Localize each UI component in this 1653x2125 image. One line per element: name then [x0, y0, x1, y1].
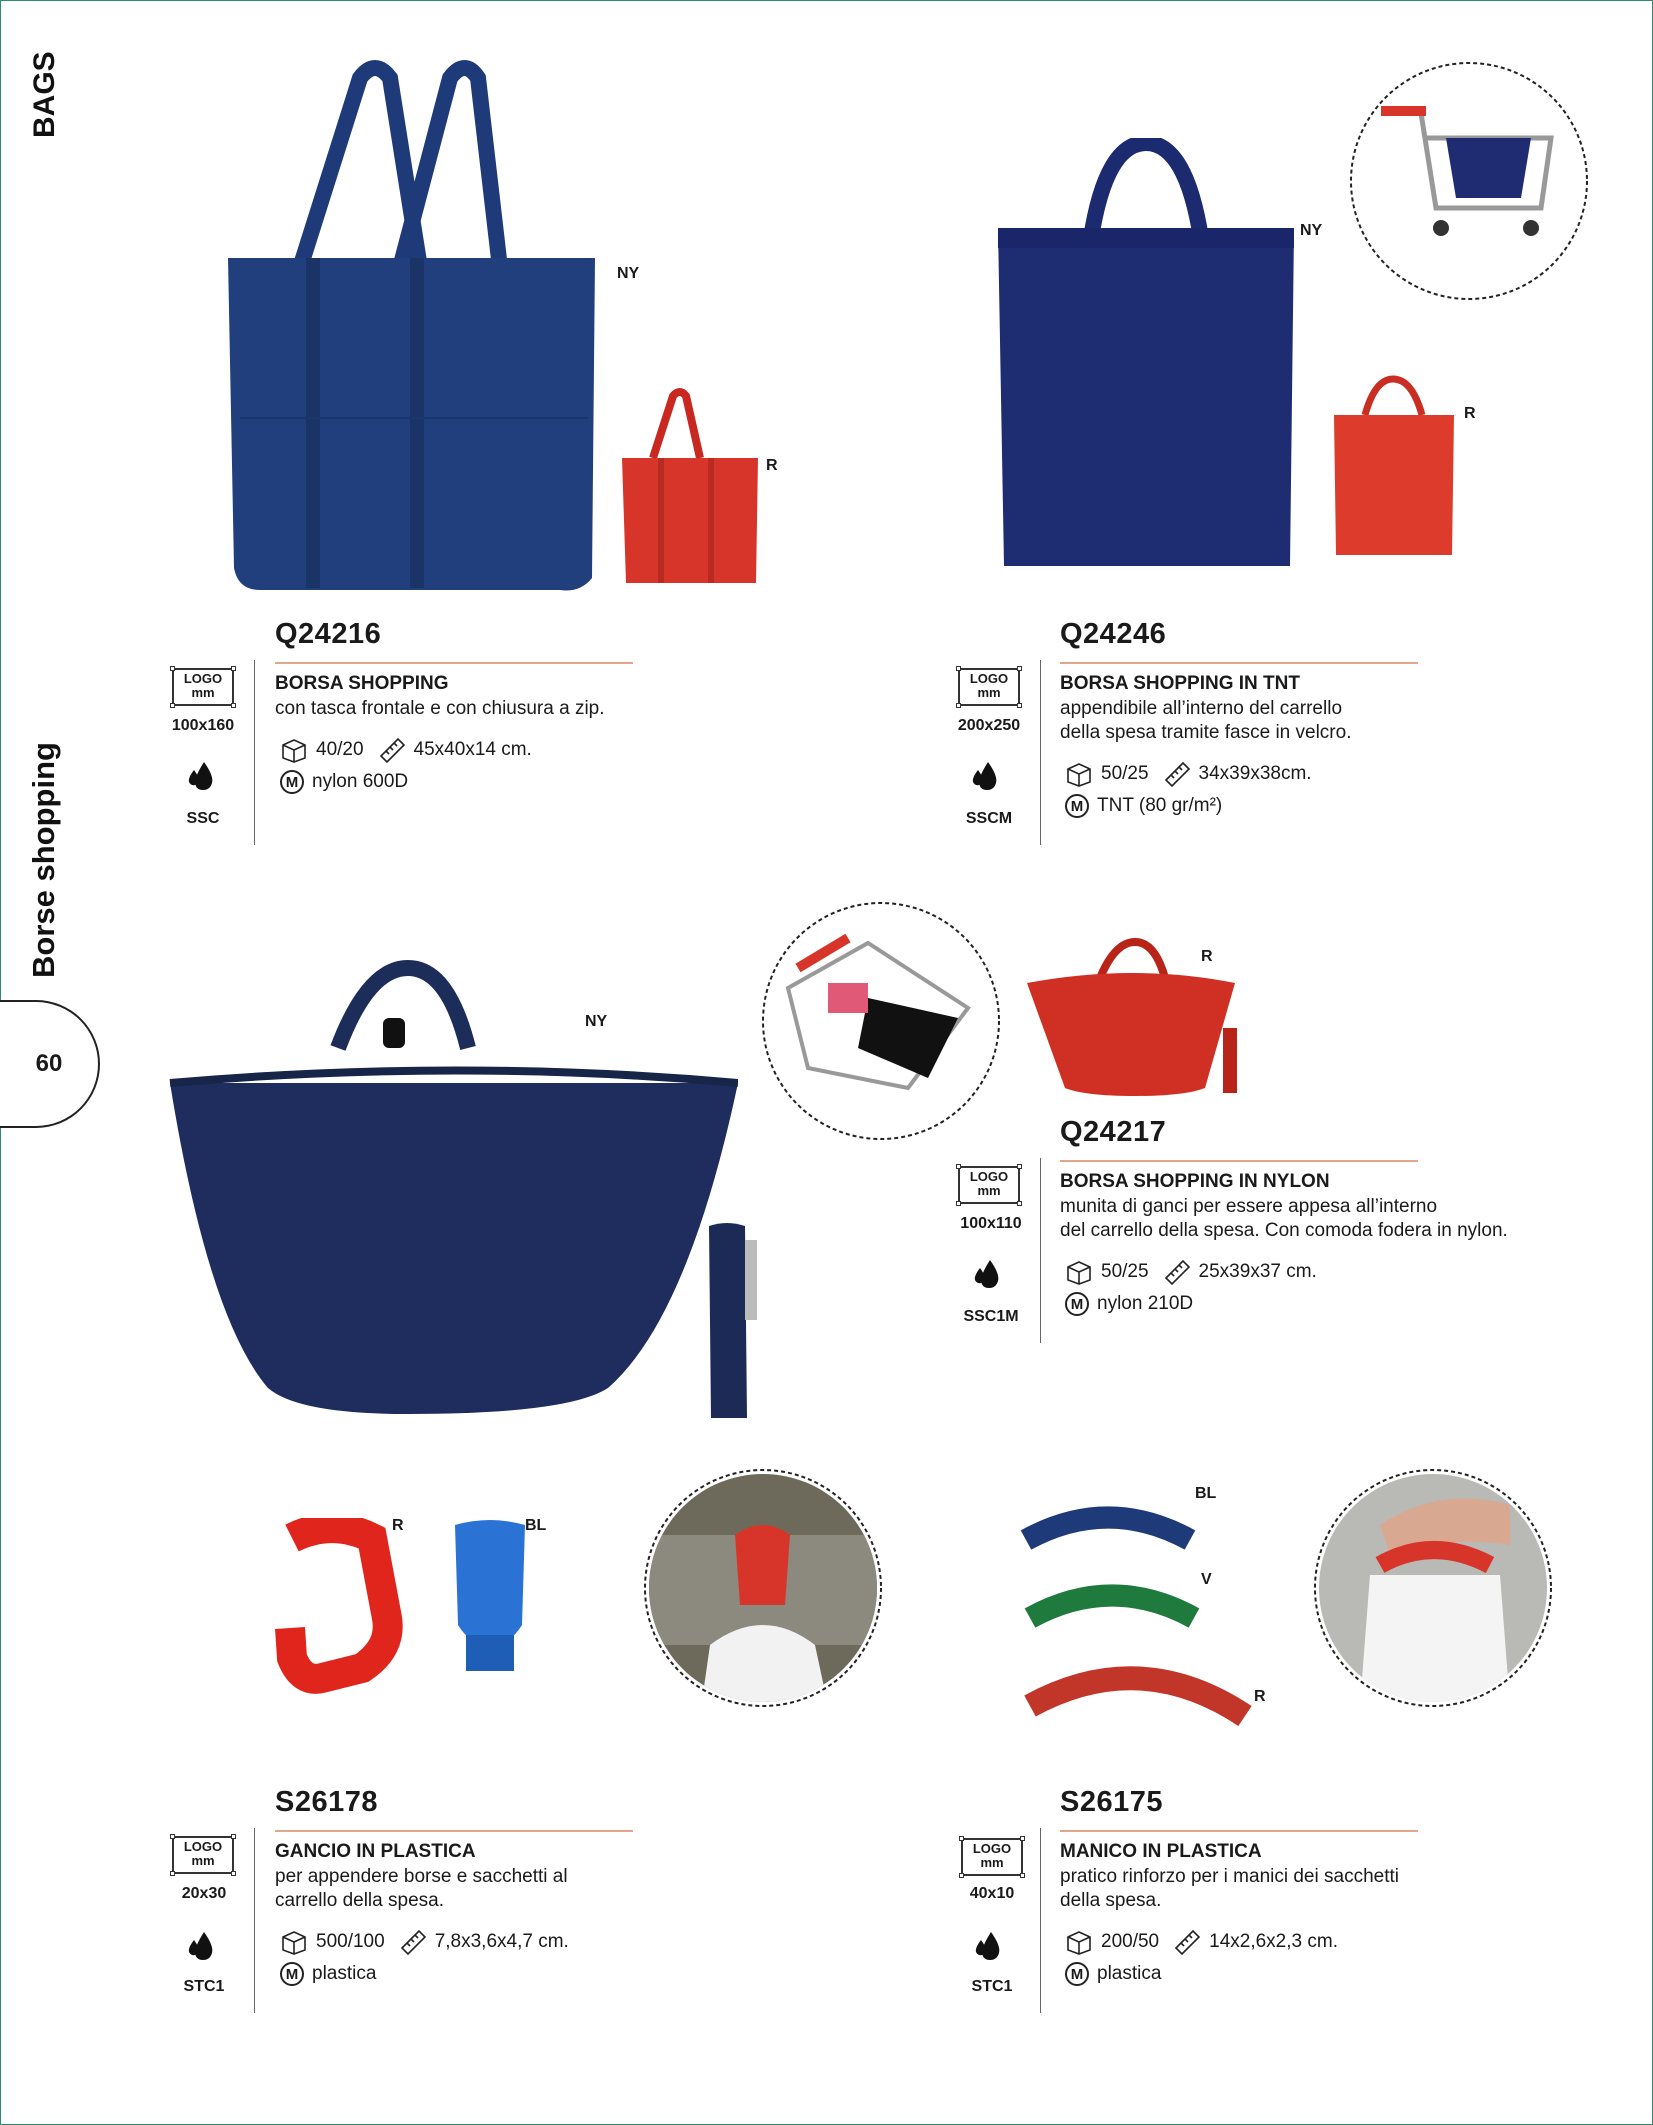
section-title: BAGS [28, 51, 61, 138]
product-image-q24217-navy [168, 958, 738, 1420]
product-title: BORSA SHOPPING IN NYLON [1060, 1171, 1330, 1192]
material-icon: M [280, 1962, 304, 1986]
divider-vertical [1040, 660, 1041, 845]
logo-size: 20x30 [181, 1885, 227, 1902]
print-technique: SSC1M [963, 1308, 1019, 1325]
color-label: NY [1300, 222, 1323, 239]
divider-vertical [254, 1828, 255, 2013]
spec-qty: 500/100 [316, 1931, 385, 1952]
ruler-icon [1173, 1928, 1201, 1956]
product-description: con tasca frontale e con chiusura a zip. [275, 698, 605, 719]
product-code: Q24217 [1060, 1116, 1167, 1148]
spec-material [1065, 1292, 1193, 1316]
divider-vertical [1040, 1158, 1041, 1343]
product-image-q24246-navy [996, 138, 1296, 573]
product-image-q24246-red [1330, 375, 1456, 557]
spec-material-value: TNT (80 gr/m²) [1097, 795, 1223, 816]
hook-photo [640, 1465, 886, 1711]
spec-qty-dims [280, 1928, 569, 1956]
color-label: R [392, 1517, 404, 1534]
ruler-icon [399, 1928, 427, 1956]
print-technique: SSCM [965, 810, 1013, 827]
spec-qty-dims [1065, 1928, 1338, 1956]
print-technique: STC1 [971, 1978, 1013, 1995]
box-icon [280, 1929, 308, 1955]
color-label: NY [585, 1013, 608, 1030]
color-label: R [766, 457, 778, 474]
product-code: S26175 [1060, 1786, 1163, 1818]
material-icon: M [1065, 1962, 1089, 1986]
page-number: 60 [35, 1050, 63, 1077]
ruler-icon [1163, 760, 1191, 788]
product-image-q24216-navy [220, 58, 640, 598]
ruler-icon [378, 736, 406, 764]
product-image-s26175-green [1022, 1578, 1202, 1633]
spec-dims: 14x2,6x2,3 cm. [1209, 1931, 1338, 1952]
spec-dims: 34x39x38cm. [1198, 763, 1312, 784]
logo-area-icon: LOGO mm [961, 1838, 1023, 1876]
color-label: R [1464, 405, 1476, 422]
logo-area-icon: LOGO mm [958, 1166, 1020, 1204]
product-image-s26178-blue [450, 1515, 530, 1675]
color-label: NY [617, 265, 640, 282]
color-label: BL [525, 1517, 547, 1534]
color-label: R [1254, 1688, 1266, 1705]
cart-photo-q24217 [758, 898, 1004, 1144]
logo-area-icon: LOGO mm [172, 1836, 234, 1874]
logo-size: 40x10 [969, 1885, 1015, 1902]
box-icon [1065, 1259, 1093, 1285]
product-description: munita di ganci per essere appesa all’interno del carrello della spesa. Con comoda fodera in nylon. [1060, 1196, 1508, 1241]
spec-qty-dims [1065, 1258, 1317, 1286]
box-icon [280, 737, 308, 763]
product-description: per appendere borse e sacchetti al carrello della spesa. [275, 1866, 568, 1911]
spec-qty: 50/25 [1101, 763, 1149, 784]
spec-material-value: nylon 210D [1097, 1293, 1194, 1314]
spec-material-value: plastica [1097, 1963, 1162, 1984]
logo-size: 200x250 [957, 717, 1021, 734]
spec-qty: 40/20 [316, 739, 364, 760]
print-technique: SSC [186, 810, 220, 827]
ink-drop-icon [186, 760, 216, 792]
category-title: Borse shopping [26, 742, 61, 978]
product-title: GANCIO IN PLASTICA [275, 1841, 476, 1862]
product-image-s26175-red [1020, 1656, 1255, 1736]
product-image-s26175-blue [1018, 1500, 1198, 1555]
spec-dims: 25x39x37 cm. [1198, 1261, 1317, 1282]
spec-qty: 50/25 [1101, 1261, 1149, 1282]
product-image-q24217-folded [707, 1220, 759, 1418]
spec-qty: 200/50 [1101, 1931, 1160, 1952]
divider-vertical [1040, 1828, 1041, 2013]
ink-drop-icon [973, 1930, 1003, 1962]
color-label: V [1201, 1571, 1212, 1588]
product-description: appendibile all’interno del carrello della spesa tramite fasce in velcro. [1060, 698, 1352, 743]
print-technique: STC1 [183, 1978, 225, 1995]
product-code: Q24246 [1060, 618, 1167, 650]
ruler-icon [1163, 1258, 1191, 1286]
color-label: R [1201, 948, 1213, 965]
box-icon [1065, 761, 1093, 787]
spec-material [1065, 794, 1222, 818]
divider [1060, 1160, 1418, 1162]
color-label: BL [1195, 1485, 1217, 1502]
product-description: pratico rinforzo per i manici dei sacchetti della spesa. [1060, 1866, 1399, 1911]
logo-size: 100x160 [171, 717, 235, 734]
product-title: MANICO IN PLASTICA [1060, 1841, 1262, 1862]
divider [1060, 1830, 1418, 1832]
spec-material-value: nylon 600D [312, 771, 409, 792]
spec-material [1065, 1962, 1161, 1986]
material-icon: M [1065, 794, 1089, 818]
logo-area-icon: LOGO mm [172, 668, 234, 706]
spec-dims: 7,8x3,6x4,7 cm. [434, 1931, 569, 1952]
product-image-q24216-red [618, 388, 763, 588]
product-image-s26178-red [262, 1518, 407, 1708]
ink-drop-icon [972, 1258, 1002, 1290]
handle-photo [1310, 1465, 1556, 1711]
logo-size: 100x110 [960, 1215, 1022, 1232]
divider-vertical [254, 660, 255, 845]
spec-material [280, 1962, 376, 1986]
material-icon: M [1065, 1292, 1089, 1316]
spec-qty-dims [1065, 760, 1312, 788]
spec-material [280, 770, 408, 794]
product-title: BORSA SHOPPING IN TNT [1060, 673, 1300, 694]
spec-dims: 45x40x14 cm. [413, 739, 532, 760]
cart-photo-q24246 [1346, 58, 1592, 304]
box-icon [1065, 1929, 1093, 1955]
product-title: BORSA SHOPPING [275, 673, 449, 694]
ink-drop-icon [186, 1930, 216, 1962]
material-icon: M [280, 770, 304, 794]
logo-area-icon: LOGO mm [958, 668, 1020, 706]
product-code: S26178 [275, 1786, 378, 1818]
product-code: Q24216 [275, 618, 382, 650]
spec-qty-dims [280, 736, 532, 764]
divider [275, 662, 633, 664]
divider [1060, 662, 1418, 664]
divider [275, 1830, 633, 1832]
ink-drop-icon [970, 760, 1000, 792]
spec-material-value: plastica [312, 1963, 377, 1984]
